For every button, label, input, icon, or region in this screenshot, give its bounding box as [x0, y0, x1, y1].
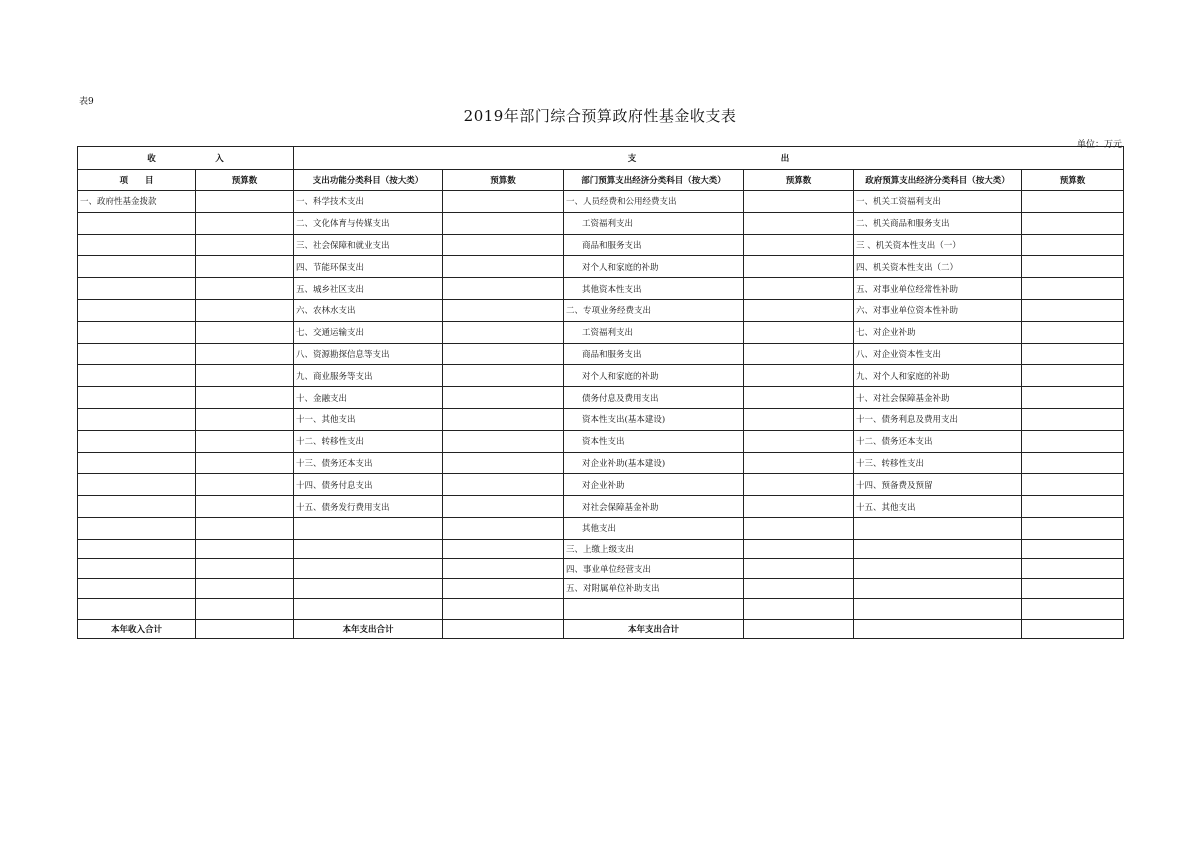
expense-group-header: 支 出 — [294, 147, 1124, 170]
table-row — [78, 452, 1124, 474]
page-title: 2019年部门综合预算政府性基金收支表 — [463, 107, 737, 125]
dept-item-cell: 对企业补助(基本建设) — [564, 452, 744, 474]
income-total-label: 本年收入合计 — [78, 620, 196, 639]
func-budget-cell — [443, 387, 564, 409]
gov-budget-cell — [1022, 452, 1124, 474]
income-item-cell — [78, 212, 196, 234]
income-budget-cell — [196, 343, 294, 365]
func-budget-cell — [443, 321, 564, 343]
expense-func-total-value — [443, 620, 564, 639]
func-budget-cell — [443, 278, 564, 300]
income-budget-cell — [196, 578, 294, 598]
income-item-cell: 一、政府性基金拨款 — [78, 191, 196, 213]
gov-item-cell: 十四、预备费及预留 — [854, 474, 1022, 496]
gov-item-cell: 十三、转移性支出 — [854, 452, 1022, 474]
income-item-cell — [78, 299, 196, 321]
income-budget-cell — [196, 278, 294, 300]
func-item-cell: 四、节能环保支出 — [294, 256, 443, 278]
dept-budget-cell — [744, 234, 854, 256]
gov-budget-cell — [1022, 496, 1124, 518]
income-budget-cell — [196, 474, 294, 496]
dept-econ-class-header: 部门预算支出经济分类科目（按大类） — [564, 170, 744, 191]
table-row — [78, 365, 1124, 387]
func-item-cell: 十四、债务付息支出 — [294, 474, 443, 496]
gov-econ-class-header: 政府预算支出经济分类科目（按大类） — [854, 170, 1022, 191]
gov-budget-cell — [1022, 365, 1124, 387]
table-row — [78, 408, 1124, 430]
table-row — [78, 278, 1124, 300]
dept-item-cell: 债务付息及费用支出 — [564, 387, 744, 409]
income-item-cell — [78, 430, 196, 452]
func-item-cell: 五、城乡社区支出 — [294, 278, 443, 300]
dept-budget-cell — [744, 517, 854, 539]
empty-cell — [294, 598, 443, 620]
gov-item-cell: 八、对企业资本性支出 — [854, 343, 1022, 365]
dept-item-cell: 商品和服务支出 — [564, 343, 744, 365]
table-row — [78, 474, 1124, 496]
gov-budget-cell — [1022, 430, 1124, 452]
func-budget-cell — [443, 299, 564, 321]
income-item-cell — [78, 408, 196, 430]
income-budget-cell — [196, 408, 294, 430]
income-budget-cell — [196, 234, 294, 256]
income-item-cell — [78, 365, 196, 387]
dept-item-cell: 工资福利支出 — [564, 212, 744, 234]
gov-item-cell: 十五、其他支出 — [854, 496, 1022, 518]
gov-item-cell: 十二、债务还本支出 — [854, 430, 1022, 452]
gov-item-cell: 一、机关工资福利支出 — [854, 191, 1022, 213]
dept-budget-cell — [744, 452, 854, 474]
empty-cell — [443, 598, 564, 620]
func-item-cell: 六、农林水支出 — [294, 299, 443, 321]
dept-budget-cell — [744, 496, 854, 518]
gov-item-cell — [854, 559, 1022, 579]
dept-budget-cell — [744, 256, 854, 278]
gov-item-cell: 七、对企业补助 — [854, 321, 1022, 343]
table-row — [78, 430, 1124, 452]
dept-budget-cell — [744, 578, 854, 598]
func-item-cell — [294, 517, 443, 539]
func-item-cell — [294, 539, 443, 559]
func-budget-cell — [443, 430, 564, 452]
gov-item-cell: 二、机关商品和服务支出 — [854, 212, 1022, 234]
income-item-cell — [78, 321, 196, 343]
dept-budget-cell — [744, 321, 854, 343]
gov-budget-cell — [1022, 212, 1124, 234]
expense-dept-total-value — [744, 620, 854, 639]
dept-item-cell: 其他支出 — [564, 517, 744, 539]
gov-item-cell: 五、对事业单位经常性补助 — [854, 278, 1022, 300]
table-row — [78, 234, 1124, 256]
dept-budget-cell — [744, 343, 854, 365]
func-item-cell: 九、商业服务等支出 — [294, 365, 443, 387]
gov-item-cell: 十一、债务利息及费用支出 — [854, 408, 1022, 430]
income-item-cell — [78, 278, 196, 300]
table-row — [78, 299, 1124, 321]
table-row — [78, 191, 1124, 213]
dept-budget-cell — [744, 559, 854, 579]
func-budget-cell — [443, 539, 564, 559]
empty-cell — [564, 598, 744, 620]
income-budget-cell — [196, 517, 294, 539]
income-budget-cell — [196, 299, 294, 321]
empty-cell — [78, 598, 196, 620]
func-budget-cell — [443, 496, 564, 518]
dept-budget-cell — [744, 278, 854, 300]
table-row — [78, 517, 1124, 539]
dept-item-cell: 二、专项业务经费支出 — [564, 299, 744, 321]
dept-item-cell: 四、事业单位经营支出 — [564, 559, 744, 579]
gov-item-cell: 十、对社会保障基金补助 — [854, 387, 1022, 409]
empty-cell — [744, 598, 854, 620]
item-header: 项 目 — [78, 170, 196, 191]
income-budget-cell — [196, 387, 294, 409]
dept-budget-cell — [744, 387, 854, 409]
income-item-cell — [78, 496, 196, 518]
gov-budget-cell — [1022, 256, 1124, 278]
gov-item-cell — [854, 578, 1022, 598]
func-item-cell — [294, 578, 443, 598]
gov-item-cell: 四、机关资本性支出（二） — [854, 256, 1022, 278]
empty-cell — [196, 598, 294, 620]
dept-budget-cell — [744, 299, 854, 321]
func-item-cell — [294, 559, 443, 579]
income-budget-cell — [196, 496, 294, 518]
gov-budget-cell — [1022, 578, 1124, 598]
income-item-cell — [78, 387, 196, 409]
table-row — [78, 598, 1124, 620]
dept-item-cell: 一、人员经费和公用经费支出 — [564, 191, 744, 213]
func-budget-cell — [443, 256, 564, 278]
gov-budget-cell — [1022, 474, 1124, 496]
dept-budget-cell — [744, 430, 854, 452]
dept-budget-cell — [744, 474, 854, 496]
table-row — [78, 539, 1124, 559]
income-item-cell — [78, 539, 196, 559]
dept-item-cell: 五、对附属单位补助支出 — [564, 578, 744, 598]
dept-item-cell: 商品和服务支出 — [564, 234, 744, 256]
func-budget-cell — [443, 234, 564, 256]
gov-budget-cell — [1022, 343, 1124, 365]
gov-budget-cell — [1022, 387, 1124, 409]
dept-budget-cell — [744, 365, 854, 387]
dept-item-cell: 对企业补助 — [564, 474, 744, 496]
func-item-cell: 七、交通运输支出 — [294, 321, 443, 343]
empty-cell — [1022, 598, 1124, 620]
income-item-cell — [78, 517, 196, 539]
income-item-cell — [78, 452, 196, 474]
table-row — [78, 578, 1124, 598]
budget-header: 预算数 — [443, 170, 564, 191]
func-budget-cell — [443, 343, 564, 365]
table-row — [78, 343, 1124, 365]
budget-header: 预算数 — [744, 170, 854, 191]
income-item-cell — [78, 234, 196, 256]
table-number: 表9 — [79, 97, 94, 107]
gov-item-cell: 九、对个人和家庭的补助 — [854, 365, 1022, 387]
func-class-header: 支出功能分类科目（按大类） — [294, 170, 443, 191]
table-row — [78, 559, 1124, 579]
gov-item-cell — [854, 539, 1022, 559]
func-budget-cell — [443, 517, 564, 539]
func-item-cell: 十二、转移性支出 — [294, 430, 443, 452]
income-budget-cell — [196, 539, 294, 559]
dept-item-cell: 对社会保障基金补助 — [564, 496, 744, 518]
dept-budget-cell — [744, 539, 854, 559]
gov-item-cell — [854, 517, 1022, 539]
income-item-cell — [78, 343, 196, 365]
table-row — [78, 321, 1124, 343]
expense-gov-total-value — [1022, 620, 1124, 639]
func-item-cell: 十五、债务发行费用支出 — [294, 496, 443, 518]
dept-item-cell: 对个人和家庭的补助 — [564, 256, 744, 278]
expense-gov-total-label — [854, 620, 1022, 639]
income-item-cell — [78, 474, 196, 496]
income-item-cell — [78, 559, 196, 579]
table-row — [78, 496, 1124, 518]
func-item-cell: 十、金融支出 — [294, 387, 443, 409]
dept-item-cell: 其他资本性支出 — [564, 278, 744, 300]
func-budget-cell — [443, 474, 564, 496]
budget-header: 预算数 — [1022, 170, 1124, 191]
gov-budget-cell — [1022, 278, 1124, 300]
dept-item-cell: 对个人和家庭的补助 — [564, 365, 744, 387]
func-budget-cell — [443, 408, 564, 430]
gov-budget-cell — [1022, 517, 1124, 539]
budget-table — [77, 146, 1124, 639]
func-item-cell: 十一、其他支出 — [294, 408, 443, 430]
func-item-cell: 十三、债务还本支出 — [294, 452, 443, 474]
income-total-value — [196, 620, 294, 639]
gov-budget-cell — [1022, 321, 1124, 343]
income-budget-cell — [196, 452, 294, 474]
gov-item-cell: 三 、机关资本性支出（一） — [854, 234, 1022, 256]
dept-budget-cell — [744, 408, 854, 430]
totals-row — [78, 620, 1124, 639]
func-item-cell: 二、文化体育与传媒支出 — [294, 212, 443, 234]
func-budget-cell — [443, 452, 564, 474]
func-budget-cell — [443, 212, 564, 234]
func-item-cell: 一、科学技术支出 — [294, 191, 443, 213]
table-row — [78, 256, 1124, 278]
func-item-cell: 三、社会保障和就业支出 — [294, 234, 443, 256]
expense-dept-total-label: 本年支出合计 — [564, 620, 744, 639]
gov-budget-cell — [1022, 408, 1124, 430]
income-group-header: 收 入 — [78, 147, 294, 170]
gov-budget-cell — [1022, 299, 1124, 321]
unit-label: 单位：万元 — [1076, 140, 1122, 150]
empty-cell — [854, 598, 1022, 620]
func-budget-cell — [443, 578, 564, 598]
dept-item-cell: 工资福利支出 — [564, 321, 744, 343]
dept-item-cell: 资本性支出 — [564, 430, 744, 452]
gov-item-cell: 六、对事业单位资本性补助 — [854, 299, 1022, 321]
dept-budget-cell — [744, 212, 854, 234]
income-budget-cell — [196, 191, 294, 213]
income-item-cell — [78, 578, 196, 598]
income-budget-cell — [196, 321, 294, 343]
income-budget-cell — [196, 256, 294, 278]
table-row — [78, 212, 1124, 234]
income-budget-cell — [196, 430, 294, 452]
dept-budget-cell — [744, 191, 854, 213]
gov-budget-cell — [1022, 539, 1124, 559]
income-budget-cell — [196, 212, 294, 234]
func-budget-cell — [443, 191, 564, 213]
func-budget-cell — [443, 365, 564, 387]
func-item-cell: 八、资源勘探信息等支出 — [294, 343, 443, 365]
gov-budget-cell — [1022, 559, 1124, 579]
gov-budget-cell — [1022, 191, 1124, 213]
dept-item-cell: 三、上缴上级支出 — [564, 539, 744, 559]
dept-item-cell: 资本性支出(基本建设) — [564, 408, 744, 430]
table-row — [78, 387, 1124, 409]
expense-func-total-label: 本年支出合计 — [294, 620, 443, 639]
func-budget-cell — [443, 559, 564, 579]
income-budget-cell — [196, 559, 294, 579]
income-item-cell — [78, 256, 196, 278]
budget-header: 预算数 — [196, 170, 294, 191]
income-budget-cell — [196, 365, 294, 387]
gov-budget-cell — [1022, 234, 1124, 256]
